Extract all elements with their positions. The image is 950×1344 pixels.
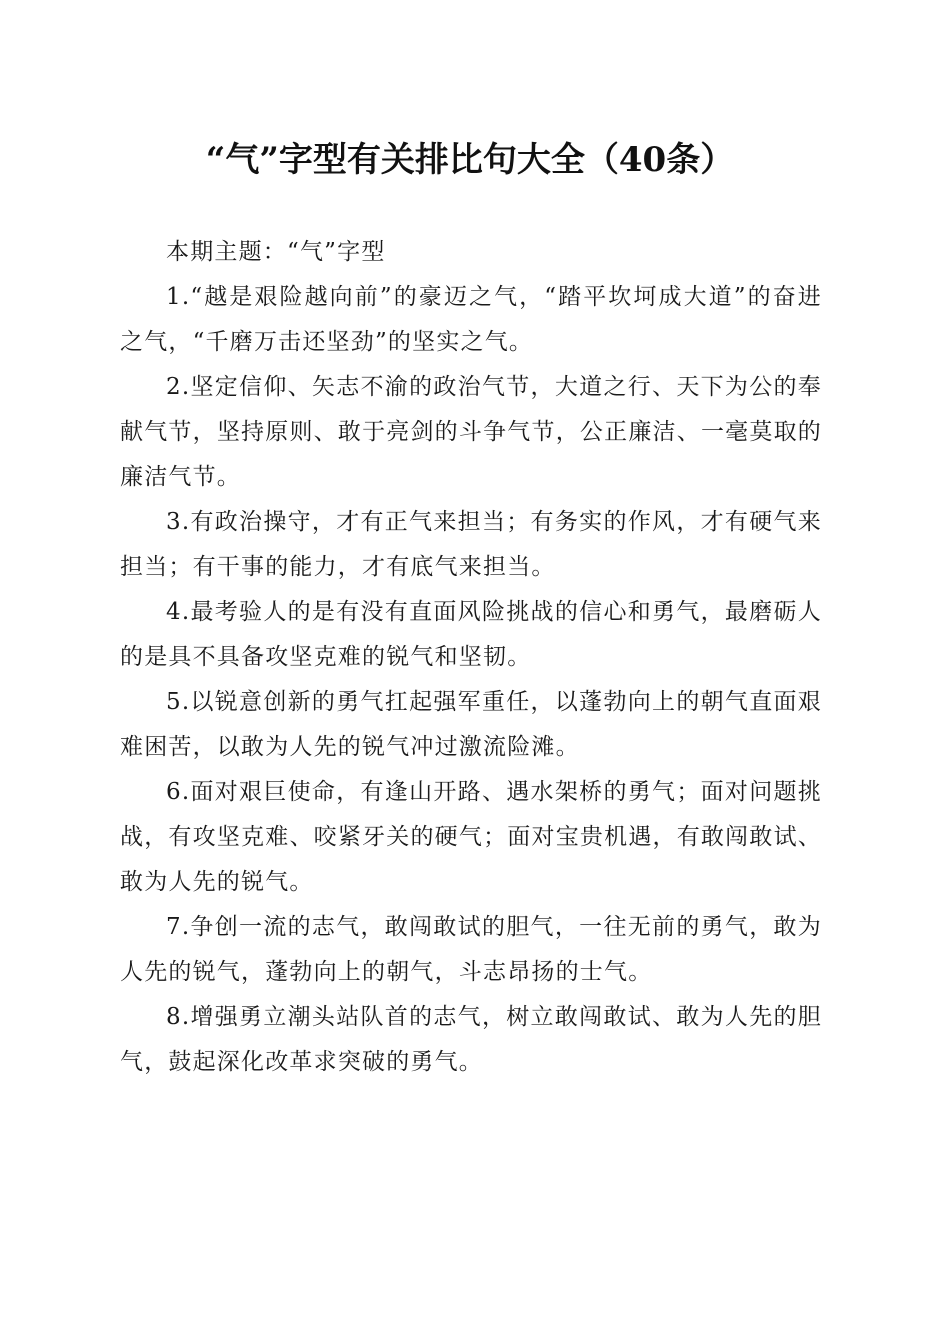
list-item: 3.有政治操守，才有正气来担当；有务实的作风，才有硬气来担当；有干事的能力，才有底气来担当。 — [120, 509, 822, 580]
list-item: 7.争创一流的志气，敢闯敢试的胆气，一往无前的勇气，敢为人先的锐气，蓬勃向上的朝气，斗志昂扬的士气。 — [120, 914, 822, 985]
list-item: 2.坚定信仰、矢志不渝的政治气节，大道之行、天下为公的奉献气节，坚持原则、敢于亮剑的斗争气节，公正廉洁、一毫莫取的廉洁气节。 — [120, 374, 822, 490]
topic-line: 本期主题：“气”字型 — [166, 239, 386, 265]
document-body — [120, 230, 822, 1085]
list-item: 8.增强勇立潮头站队首的志气，树立敢闯敢试、敢为人先的胆气，鼓起深化改革求突破的勇气。 — [120, 1004, 822, 1075]
list-item: 1.“越是艰险越向前”的豪迈之气，“踏平坎坷成大道”的奋进之气，“千磨万击还坚劲”的坚实之气。 — [120, 284, 822, 355]
list-item: 4.最考验人的是有没有直面风险挑战的信心和勇气，最磨砺人的是具不具备攻坚克难的锐气和坚韧。 — [120, 599, 822, 670]
list-item: 5.以锐意创新的勇气扛起强军重任，以蓬勃向上的朝气直面艰难困苦，以敢为人先的锐气冲过激流险滩。 — [120, 689, 822, 760]
page-title: “气”字型有关排比句大全（40条） — [205, 140, 735, 180]
list-item: 6.面对艰巨使命，有逢山开路、遇水架桥的勇气；面对问题挑战，有攻坚克难、咬紧牙关的硬气；面对宝贵机遇，有敢闯敢试、敢为人先的锐气。 — [120, 779, 822, 895]
